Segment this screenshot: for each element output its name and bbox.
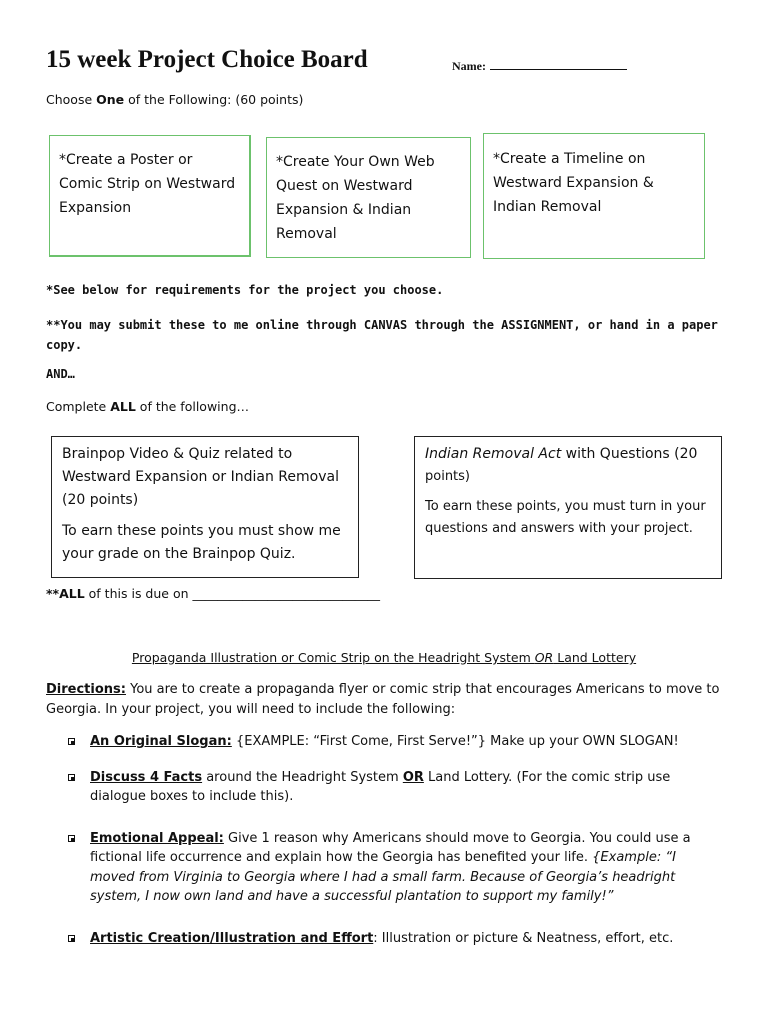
- indian-removal-task-box: [414, 436, 722, 579]
- brainpop-detail: To earn these points you must show me your grade on the Brainpop Quiz.: [62, 523, 341, 562]
- and-note: AND…: [46, 367, 75, 381]
- choice-box-poster: *Create a Poster or Comic Strip on Westward Expansion: [49, 135, 251, 257]
- bullet-icon: [68, 774, 75, 781]
- bullet-icon: [68, 738, 75, 745]
- list-item: Artistic Creation/Illustration and Effort: Illustration or picture & Neatness, effort, etc.: [64, 929, 724, 949]
- brainpop-task-box: [51, 436, 359, 578]
- directions: Directions: You are to create a propaganda flyer or comic strip that encourages Americans to move to Georgia. In your project, you will need to include the following:: [46, 682, 720, 717]
- bullet-icon: [68, 935, 75, 942]
- list-item: Discuss 4 Facts around the Headright System OR Land Lottery. (For the comic strip use dialogue boxes to include this).: [64, 768, 724, 807]
- choice-box-timeline: *Create a Timeline on Westward Expansion & Indian Removal: [483, 133, 705, 259]
- complete-all-line: Complete ALL of the following…: [46, 399, 250, 414]
- choice-box-webquest: *Create Your Own Web Quest on Westward Expansion & Indian Removal: [266, 137, 471, 258]
- see-below-note: *See below for requirements for the project you choose.: [46, 283, 444, 297]
- bullet-icon: [68, 835, 75, 842]
- list-item: An Original Slogan: {EXAMPLE: “First Come, First Serve!”} Make up your OWN SLOGAN!: [64, 732, 724, 752]
- name-label: Name:: [452, 59, 486, 73]
- choose-one-line: Choose One of the Following: (60 points): [46, 92, 304, 107]
- section-title: Propaganda Illustration or Comic Strip on the Headright System OR Land Lottery: [131, 650, 637, 665]
- brainpop-title: Brainpop Video & Quiz related to Westward Expansion or Indian Removal (20 points): [62, 446, 339, 508]
- name-field[interactable]: [452, 59, 627, 74]
- submit-note: **You may submit these to me online through CANVAS through the ASSIGNMENT, or hand in a paper copy.: [46, 318, 718, 352]
- indian-removal-title: Indian Removal Act with Questions (20 points): [425, 446, 698, 484]
- indian-removal-detail: To earn these points, you must turn in your questions and answers with your project.: [425, 499, 706, 536]
- requirements-list: [64, 732, 724, 964]
- page-title: 15 week Project Choice Board: [46, 46, 368, 73]
- list-item: Emotional Appeal: Give 1 reason why Americans should move to Georgia. You could use a fictional life occurrence and explain how the Georgia has benefited your life. {Example: “I moved from Virginia to Georgia where I had a small farm. Because of Georgia’s headright system, I now own land and have a successful plantation to support my family!”: [64, 829, 724, 907]
- name-blank[interactable]: [490, 59, 627, 70]
- due-line: **ALL of this is due on ______________________________: [46, 586, 380, 601]
